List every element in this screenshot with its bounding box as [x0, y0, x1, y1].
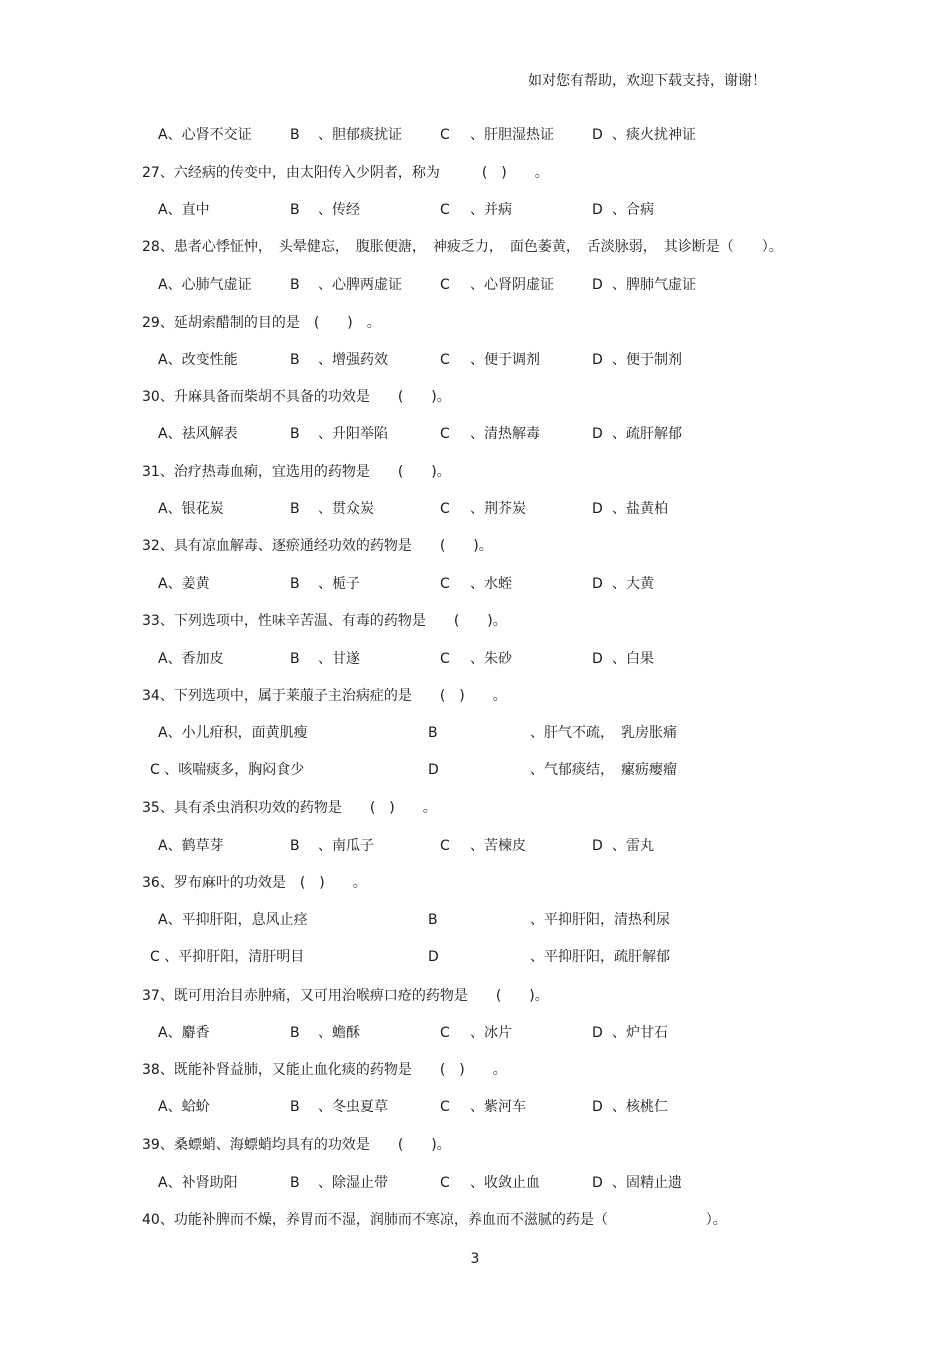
option-a: A、香加皮: [158, 651, 224, 667]
question-text: 30、升麻具备而柴胡不具备的功效是 ( )。: [142, 389, 451, 405]
option-letter-b: B: [290, 1175, 300, 1191]
option-letter-c: C: [440, 127, 450, 143]
question-text: 38、既能补肾益肺，又能止血化痰的药物是 ( ) 。: [142, 1062, 507, 1078]
option-a: A、补肾助阳: [158, 1175, 238, 1191]
option-a: A、心肺气虚证: [158, 277, 252, 293]
option-letter-c: C: [440, 352, 450, 368]
option-text-b: 、肝气不疏， 乳房胀痛: [530, 725, 677, 741]
option-letter-b: B: [290, 651, 300, 667]
option-text-c: 、便于调剂: [470, 352, 540, 368]
option-row: [0, 909, 950, 931]
option-text-d: 、便于制剂: [612, 352, 682, 368]
option-letter-c: C: [440, 501, 450, 517]
option-row: [0, 1022, 950, 1044]
option-row: [0, 199, 950, 221]
option-letter-d: D: [592, 576, 603, 592]
question-text: 31、治疗热毒血痢，宜选用的药物是 ( )。: [142, 464, 451, 480]
option-text-b: 、栀子: [318, 576, 360, 592]
question-text: 35、具有杀虫消积功效的药物是 ( ) 。: [142, 800, 437, 816]
option-a: A、心肾不交证: [158, 127, 252, 143]
option-text-c: 、苦楝皮: [470, 838, 526, 854]
option-text-b: 、冬虫夏草: [318, 1099, 388, 1115]
option-row: [0, 722, 950, 744]
option-text-c: 、肝胆湿热证: [470, 127, 554, 143]
option-row: [0, 835, 950, 857]
option-row: [0, 124, 950, 146]
option-text-d: 、大黄: [612, 576, 654, 592]
option-letter-d: D: [592, 426, 603, 442]
option-letter-d: D: [592, 1175, 603, 1191]
option-text-b: 、气郁痰结， 瘰疬瘿瘤: [530, 762, 677, 778]
option-letter-d: D: [592, 277, 603, 293]
option-a: C 、平抑肝阳，清肝明目: [150, 949, 305, 965]
option-row: [0, 946, 950, 968]
option-row: [0, 759, 950, 781]
option-text-b: 、增强药效: [318, 352, 388, 368]
option-text-c: 、收敛止血: [470, 1175, 540, 1191]
option-letter-b: B: [290, 352, 300, 368]
option-letter-b: B: [290, 501, 300, 517]
option-text-c: 、紫河车: [470, 1099, 526, 1115]
option-letter-b: B: [290, 202, 300, 218]
option-text-c: 、水蛭: [470, 576, 512, 592]
option-text-d: 、脾肺气虚证: [612, 277, 696, 293]
option-text-d: 、疏肝解郁: [612, 426, 682, 442]
option-row: [0, 349, 950, 371]
question-text: 40、功能补脾而不燥，养胃而不湿，润肺而不寒凉，养血而不滋腻的药是（ ）。: [142, 1212, 727, 1228]
option-letter-c: C: [440, 202, 450, 218]
option-letter-c: C: [440, 1175, 450, 1191]
question-text: 33、下列选项中，性味辛苦温、有毒的药物是 ( )。: [142, 613, 507, 629]
option-letter-d: D: [592, 1025, 603, 1041]
question-text: 32、具有凉血解毒、逐瘀通经功效的药物是 ( )。: [142, 538, 493, 554]
option-letter-c: C: [440, 426, 450, 442]
option-text-c: 、朱砂: [470, 651, 512, 667]
option-letter-b: B: [290, 1025, 300, 1041]
option-a: A、姜黄: [158, 576, 210, 592]
option-text-c: 、心肾阴虚证: [470, 277, 554, 293]
option-text-d: 、白果: [612, 651, 654, 667]
option-text-b: 、甘遂: [318, 651, 360, 667]
option-text-d: 、固精止遗: [612, 1175, 682, 1191]
option-text-c: 、清热解毒: [470, 426, 540, 442]
option-letter-d: D: [592, 352, 603, 368]
option-text-b: 、胆郁痰扰证: [318, 127, 402, 143]
option-text-b: 、平抑肝阳，清热利尿: [530, 912, 670, 928]
option-text-d: 、盐黄柏: [612, 501, 668, 517]
option-text-c: 、冰片: [470, 1025, 512, 1041]
option-row: [0, 1172, 950, 1194]
question-text: 29、延胡索醋制的目的是 ( ) 。: [142, 315, 381, 331]
option-text-b: 、升阳举陷: [318, 426, 388, 442]
option-letter-d: D: [592, 501, 603, 517]
option-letter-d: D: [592, 127, 603, 143]
option-row: [0, 423, 950, 445]
option-letter-d: D: [592, 838, 603, 854]
option-a: A、祛风解表: [158, 426, 238, 442]
option-text-b: 、蟾酥: [318, 1025, 360, 1041]
option-letter-b: B: [290, 1099, 300, 1115]
header-note: 如对您有帮助，欢迎下载支持，谢谢！: [528, 73, 766, 89]
option-letter-b: B: [290, 426, 300, 442]
option-text-d: 、核桃仁: [612, 1099, 668, 1115]
option-text-d: 、炉甘石: [612, 1025, 668, 1041]
option-letter-c: C: [440, 277, 450, 293]
option-text-d: 、雷丸: [612, 838, 654, 854]
question-text: 36、罗布麻叶的功效是 ( ) 。: [142, 875, 367, 891]
option-text-b: 、南瓜子: [318, 838, 374, 854]
question-text: 34、下列选项中，属于莱菔子主治病症的是 ( ) 。: [142, 688, 507, 704]
option-letter-c: C: [440, 651, 450, 667]
option-a: C 、咳喘痰多，胸闷食少: [150, 762, 305, 778]
option-a: A、蛤蚧: [158, 1099, 210, 1115]
option-letter-b: B: [290, 127, 300, 143]
option-letter-b: B: [428, 912, 438, 928]
option-letter-c: C: [440, 1025, 450, 1041]
option-text-b: 、心脾两虚证: [318, 277, 402, 293]
option-letter-d: D: [592, 202, 603, 218]
option-text-b: 、传经: [318, 202, 360, 218]
option-letter-b: D: [428, 762, 439, 778]
option-letter-b: B: [290, 838, 300, 854]
option-letter-b: B: [428, 725, 438, 741]
option-letter-c: C: [440, 1099, 450, 1115]
option-row: [0, 498, 950, 520]
option-a: A、鹤草芽: [158, 838, 224, 854]
option-letter-b: D: [428, 949, 439, 965]
question-text: 27、六经病的传变中，由太阳传入少阴者，称为 ( ) 。: [142, 165, 549, 181]
option-text-d: 、合病: [612, 202, 654, 218]
option-a: A、小儿疳积，面黄肌瘦: [158, 725, 308, 741]
option-letter-b: B: [290, 576, 300, 592]
option-letter-d: D: [592, 651, 603, 667]
page-number: 3: [470, 1251, 480, 1267]
question-text: 37、既可用治目赤肿痛，又可用治喉痹口疮的药物是 ( )。: [142, 988, 549, 1004]
option-a: A、改变性能: [158, 352, 238, 368]
option-text-b: 、除湿止带: [318, 1175, 388, 1191]
option-row: [0, 648, 950, 670]
option-letter-d: D: [592, 1099, 603, 1115]
option-text-c: 、荆芥炭: [470, 501, 526, 517]
option-letter-c: C: [440, 838, 450, 854]
option-a: A、银花炭: [158, 501, 224, 517]
option-text-b: 、平抑肝阳，疏肝解郁: [530, 949, 670, 965]
option-text-b: 、贯众炭: [318, 501, 374, 517]
option-row: [0, 1096, 950, 1118]
option-a: A、直中: [158, 202, 210, 218]
option-row: [0, 573, 950, 595]
option-text-c: 、并病: [470, 202, 512, 218]
option-a: A、平抑肝阳，息风止痉: [158, 912, 308, 928]
option-a: A、麝香: [158, 1025, 210, 1041]
question-text: 39、桑螵蛸、海螵蛸均具有的功效是 ( )。: [142, 1137, 451, 1153]
question-text: 28、患者心悸怔忡， 头晕健忘， 腹胀便溏， 神疲乏力， 面色萎黄， 舌淡脉弱， 其诊断是（ ）。: [142, 239, 783, 255]
option-letter-b: B: [290, 277, 300, 293]
option-letter-c: C: [440, 576, 450, 592]
option-row: [0, 274, 950, 296]
option-text-d: 、痰火扰神证: [612, 127, 696, 143]
